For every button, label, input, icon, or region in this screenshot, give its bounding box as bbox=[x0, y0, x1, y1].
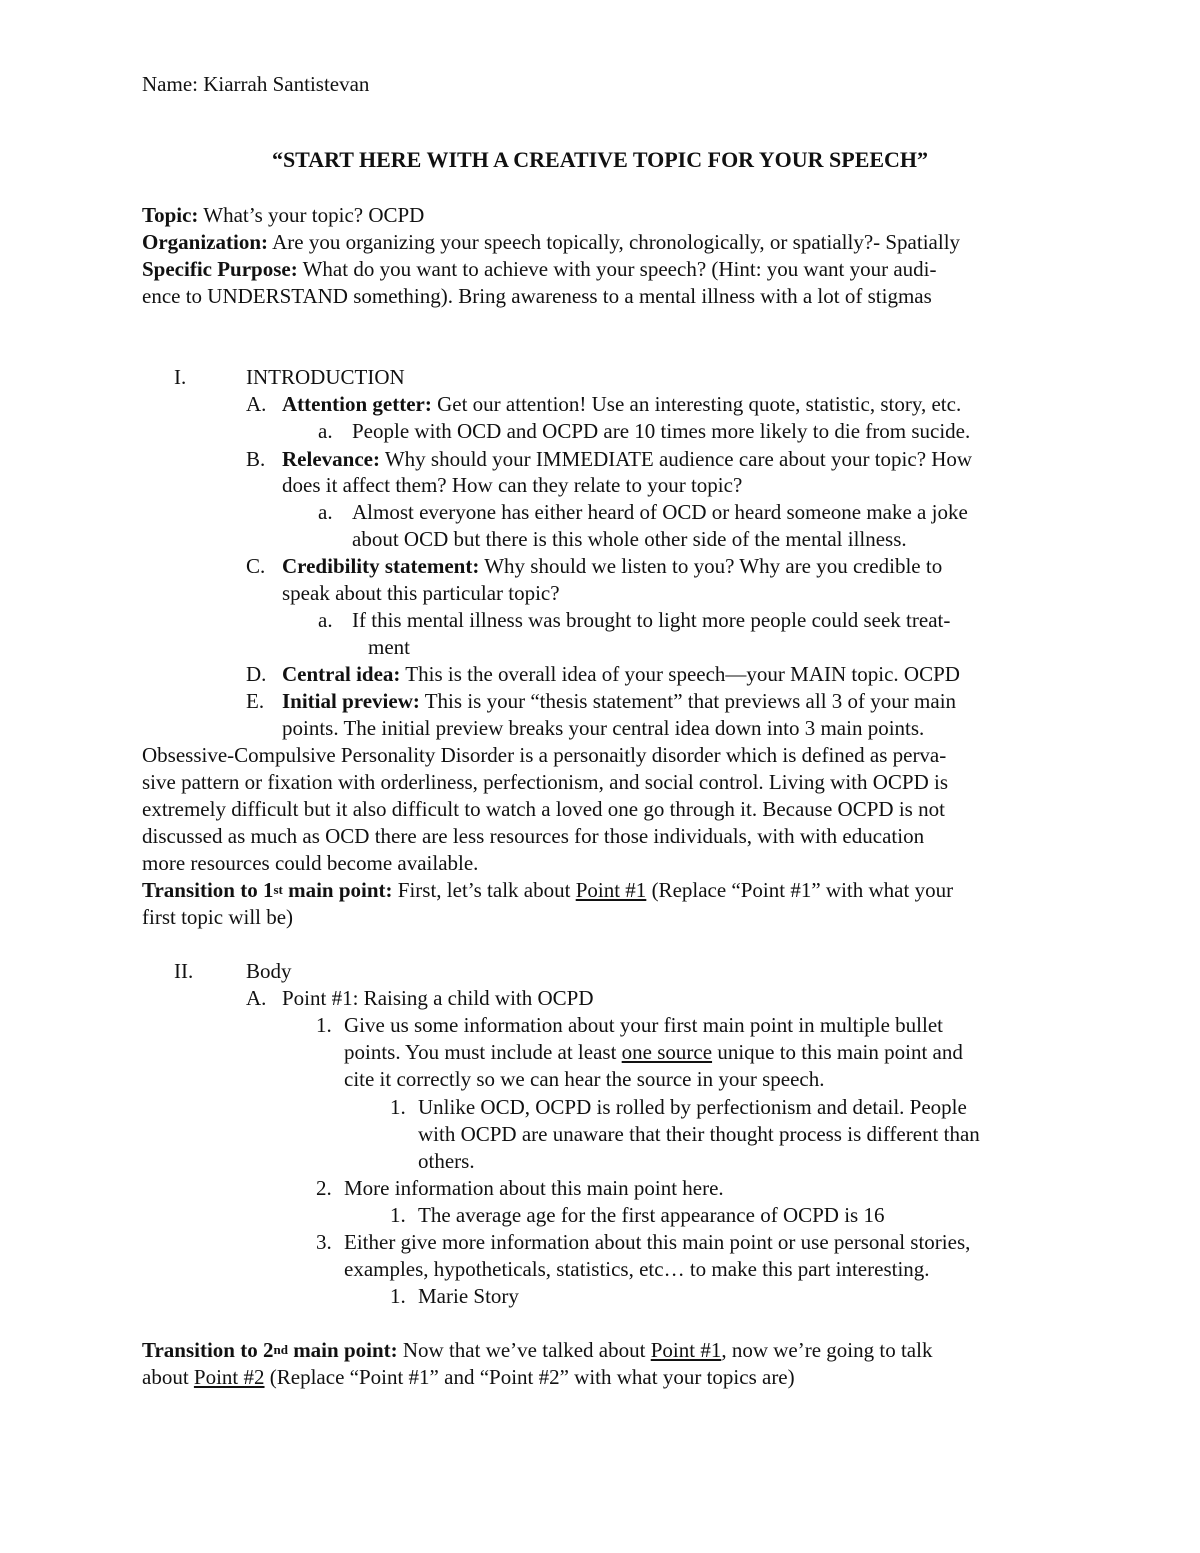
intro-numeral: I. bbox=[174, 365, 187, 389]
transition-2-line-1 bbox=[142, 1337, 932, 1364]
organization-text: Are you organizing your speech topically, chronologically, or spatially?- Spatially bbox=[268, 230, 961, 254]
page-title: “START HERE WITH A CREATIVE TOPIC FOR YOUR SPEECH” bbox=[271, 147, 929, 172]
one-source-link: one source bbox=[621, 1040, 713, 1064]
body-a-letter: A. bbox=[246, 986, 267, 1010]
attention-getter-label: Attention getter: bbox=[282, 392, 432, 416]
body-item-1-line-3: cite it correctly so we can hear the source in your speech. bbox=[344, 1067, 825, 1091]
student-name: Name: Kiarrah Santistevan bbox=[142, 72, 370, 96]
body-item-1-line-2 bbox=[344, 1039, 963, 1066]
intro-a-letter: A. bbox=[246, 392, 267, 416]
credibility-line-2: speak about this particular topic? bbox=[282, 581, 560, 605]
body-subitem-3-text: Marie Story bbox=[418, 1284, 519, 1308]
body-subitem-2-number: 1. bbox=[390, 1203, 406, 1227]
body-a-text: Point #1: Raising a child with OCPD bbox=[282, 986, 594, 1010]
transition-2-point-2-link: Point #2 bbox=[193, 1365, 265, 1389]
initial-preview-line-1 bbox=[282, 688, 956, 715]
initial-preview-line-2: points. The initial preview breaks your central idea down into 3 main points. bbox=[282, 716, 925, 740]
transition-1-line-1 bbox=[142, 877, 953, 904]
initial-preview-text-1: This is your “thesis statement” that previews all 3 of your main bbox=[419, 689, 957, 713]
central-idea-label: Central idea: bbox=[282, 662, 401, 686]
transition-1-point-link: Point #1 bbox=[575, 878, 647, 902]
transition-1-label bbox=[142, 878, 393, 902]
transition-2-text2-b: (Replace “Point #1” and “Point #2” with what your topics are) bbox=[264, 1365, 795, 1389]
body-subitem-1-line-3: others. bbox=[418, 1149, 475, 1173]
relevance-line-2: does it affect them? How can they relate to your topic? bbox=[282, 473, 743, 497]
body-subitem-2-text: The average age for the first appearance of OCPD is 16 bbox=[418, 1203, 885, 1227]
relevance-label: Relevance: bbox=[282, 447, 380, 471]
intro-b-sub-text-2: about OCD but there is this whole other side of the mental illness. bbox=[352, 527, 907, 551]
intro-d-letter: D. bbox=[246, 662, 267, 686]
intro-c-sub-text-2: ment bbox=[368, 635, 410, 659]
transition-2-line-2 bbox=[142, 1364, 795, 1391]
intro-b-sub-text-1: Almost everyone has either heard of OCD or heard someone make a joke bbox=[352, 500, 968, 524]
body-item-2-text: More information about this main point here. bbox=[344, 1176, 724, 1200]
attention-getter-line bbox=[282, 391, 961, 418]
body-item-3-line-2: examples, hypotheticals, statistics, etc… to make this part interesting. bbox=[344, 1257, 930, 1281]
transition-2-text-a: Now that we’ve talked about bbox=[397, 1338, 651, 1362]
paragraph-line-1: Obsessive-Compulsive Personality Disorder is a personaitly disorder which is defined as perva- bbox=[142, 743, 947, 767]
body-item-1-text-a: points. You must include at least bbox=[344, 1040, 622, 1064]
paragraph-line-4: discussed as much as OCD there are less resources for those individuals, with with education bbox=[142, 824, 925, 848]
transition-2-label-a: Transition to 2 bbox=[142, 1338, 274, 1362]
initial-preview-label: Initial preview: bbox=[282, 689, 420, 713]
topic-text: What’s your topic? OCPD bbox=[198, 203, 425, 227]
body-item-2-number: 2. bbox=[316, 1176, 332, 1200]
central-idea-line bbox=[282, 661, 960, 688]
transition-2-text-b: , now we’re going to talk bbox=[721, 1338, 933, 1362]
topic-label: Topic: bbox=[142, 203, 199, 227]
intro-b-letter: B. bbox=[246, 447, 266, 471]
purpose-line-1 bbox=[142, 256, 937, 283]
body-item-1-text-b: unique to this main point and bbox=[712, 1040, 963, 1064]
transition-1-line-2: first topic will be) bbox=[142, 905, 294, 929]
transition-1-text-b: (Replace “Point #1” with what your bbox=[646, 878, 954, 902]
transition-2-point-1-link: Point #1 bbox=[650, 1338, 722, 1362]
credibility-text-1: Why should we listen to you? Why are you credible to bbox=[479, 554, 943, 578]
body-subitem-3-number: 1. bbox=[390, 1284, 406, 1308]
transition-2-text2-a: about bbox=[142, 1365, 194, 1389]
topic-line bbox=[142, 202, 424, 229]
organization-line bbox=[142, 229, 960, 256]
transition-1-text-a: First, let’s talk about bbox=[392, 878, 576, 902]
paragraph-line-3: extremely difficult but it also difficult to watch a loved one go through it. Because OCPD is not bbox=[142, 797, 945, 821]
paragraph-line-2: sive pattern or fixation with orderliness, perfectionism, and social control. Living with OCPD is bbox=[142, 770, 949, 794]
transition-1-label-a: Transition to 1 bbox=[142, 878, 274, 902]
organization-label: Organization: bbox=[142, 230, 268, 254]
transition-2-label-b: main point: bbox=[287, 1338, 398, 1362]
intro-c-sub-letter: a. bbox=[318, 608, 333, 632]
paragraph-line-5: more resources could become available. bbox=[142, 851, 479, 875]
intro-e-letter: E. bbox=[246, 689, 265, 713]
intro-a-sub-text: People with OCD and OCPD are 10 times more likely to die from sucide. bbox=[352, 419, 971, 443]
body-subitem-1-line-1: Unlike OCD, OCPD is rolled by perfectionism and detail. People bbox=[418, 1095, 967, 1119]
body-subitem-1-line-2: with OCPD are unaware that their thought process is different than bbox=[418, 1122, 980, 1146]
body-numeral: II. bbox=[174, 959, 194, 983]
purpose-label: Specific Purpose: bbox=[142, 257, 298, 281]
body-item-1-number: 1. bbox=[316, 1013, 332, 1037]
transition-2-label bbox=[142, 1338, 398, 1362]
intro-a-sub-letter: a. bbox=[318, 419, 333, 443]
purpose-line-2: ence to UNDERSTAND something). Bring awareness to a mental illness with a lot of stigmas bbox=[142, 284, 932, 308]
intro-b-sub-letter: a. bbox=[318, 500, 333, 524]
credibility-label: Credibility statement: bbox=[282, 554, 480, 578]
credibility-line-1 bbox=[282, 553, 942, 580]
transition-1-sup: st bbox=[273, 882, 283, 897]
body-item-3-number: 3. bbox=[316, 1230, 332, 1254]
transition-1-label-b: main point: bbox=[282, 878, 393, 902]
body-item-3-line-1: Either give more information about this main point or use personal stories, bbox=[344, 1230, 971, 1254]
attention-getter-text: Get our attention! Use an interesting quote, statistic, story, etc. bbox=[431, 392, 962, 416]
purpose-text-1: What do you want to achieve with your speech? (Hint: you want your audi- bbox=[297, 257, 937, 281]
central-idea-text: This is the overall idea of your speech—your MAIN topic. OCPD bbox=[400, 662, 960, 686]
body-subitem-1-number: 1. bbox=[390, 1095, 406, 1119]
intro-c-sub-text-1: If this mental illness was brought to light more people could seek treat- bbox=[352, 608, 951, 632]
intro-heading: INTRODUCTION bbox=[246, 365, 405, 389]
relevance-line-1 bbox=[282, 446, 972, 473]
relevance-text-1: Why should your IMMEDIATE audience care about your topic? How bbox=[379, 447, 973, 471]
transition-2-sup: nd bbox=[273, 1342, 288, 1357]
body-heading: Body bbox=[246, 959, 292, 983]
intro-c-letter: C. bbox=[246, 554, 266, 578]
body-item-1-line-1: Give us some information about your first main point in multiple bullet bbox=[344, 1013, 944, 1037]
